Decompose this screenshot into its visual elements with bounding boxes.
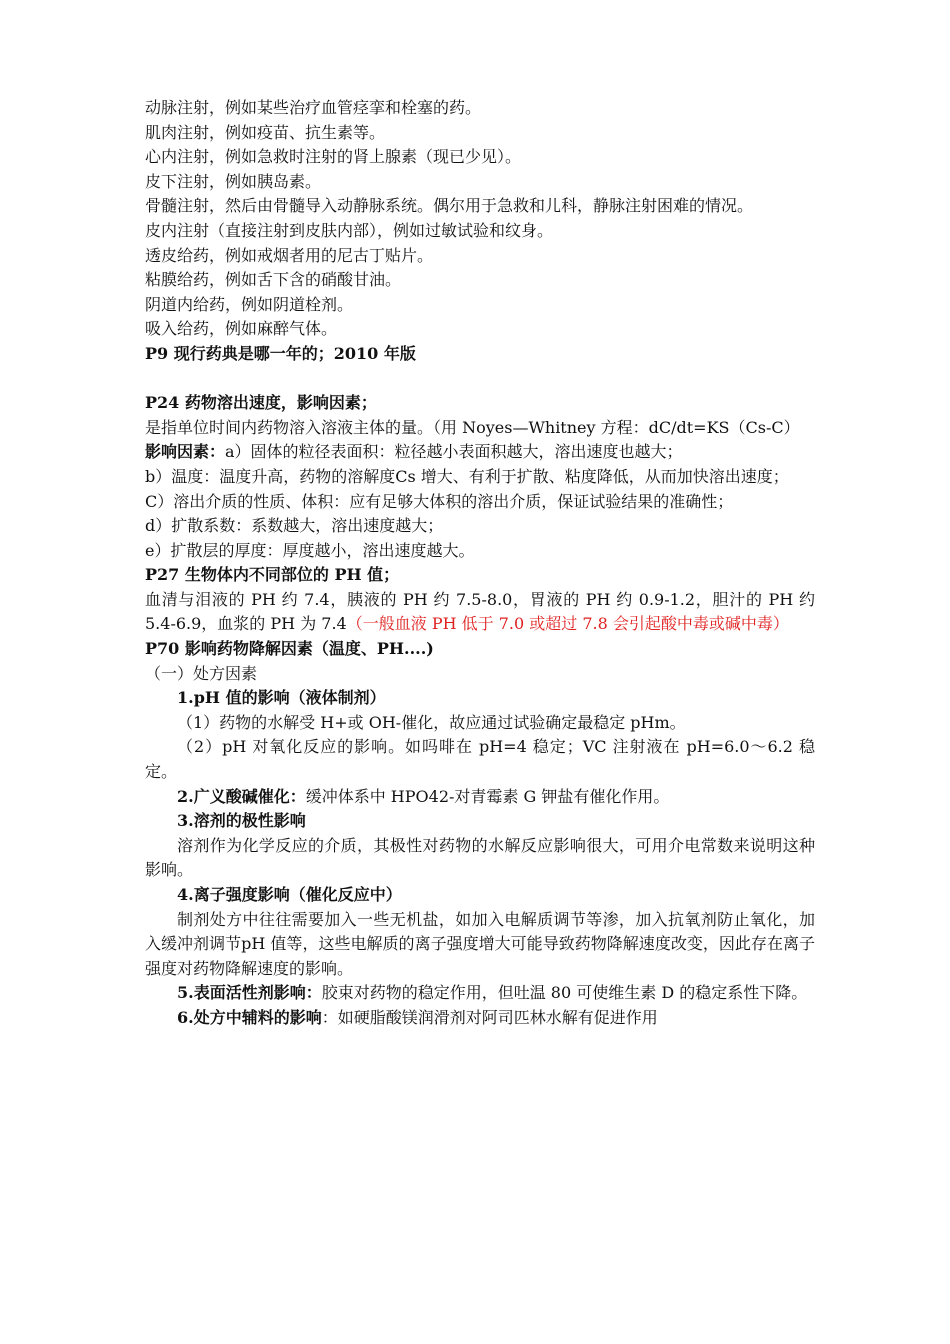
section-5-text: 胶束对药物的稳定作用，但吐温 80 可使维生素 D 的稳定系性下降。 [321,983,808,1003]
p70-subheading: （一）处方因素 [145,663,258,683]
route-line: 吸入给药，例如麻醉气体。 [145,319,338,339]
blank-line [145,367,815,392]
p24-factor-a [145,440,815,465]
p27-warning: （一般血液 PH 低于 7.0 或超过 7.8 会引起酸中毒或碱中毒） [346,614,789,634]
section-5-title: 5.表面活性剂影响： [177,983,322,1003]
section-1-item-1: （1）药物的水解受 H+或 OH-催化，故应通过试验确定最稳定 pHm。 [177,712,686,732]
route-line: 粘膜给药，例如舌下含的硝酸甘油。 [145,270,402,290]
document-page [145,96,815,1031]
factors-label: 影响因素： [145,442,226,462]
p24-factor-c: C）溶出介质的性质、体积：应有足够大体积的溶出介质，保证试验结果的准确性； [145,491,734,511]
route-line: 阴道内给药，例如阴道栓剂。 [145,294,354,314]
heading-p70: P70 影响药物降解因素（温度、PH....) [145,639,434,659]
route-line: 骨髓注射，然后由骨髓导入动静脉系统。偶尔用于急救和儿科，静脉注射困难的情况。 [145,196,754,216]
section-4-title: 4.离子强度影响（催化反应中） [177,885,402,904]
p24-factor-d: d）扩散系数：系数越大，溶出速度越大； [145,516,444,536]
section-6-title: 6.处方中辅料的影响 [177,1007,322,1027]
heading-p24: P24 药物溶出速度，影响因素； [145,393,377,413]
route-line: 皮下注射，例如胰岛素。 [145,171,322,191]
route-line: 肌肉注射，例如疫苗、抗生素等。 [145,122,386,142]
section-6 [145,1006,815,1031]
section-3-text: 溶剂作为化学反应的介质，其极性对药物的水解反应影响很大，可用介电常数来说明这种影响。 [145,835,815,880]
route-line: 皮内注射（直接注射到皮肤内部），例如过敏试验和纹身。 [145,220,554,240]
section-2-text: 缓冲体系中 HPO42-对青霉素 G 钾盐有催化作用。 [305,786,670,806]
section-3-title: 3.溶剂的极性影响 [177,811,306,831]
section-5 [145,981,815,1006]
route-line: 透皮给药，例如戒烟者用的尼古丁贴片。 [145,245,434,265]
p27-text: 血清与泪液的 PH 约 7.4，胰液的 PH 约 7.5-8.0，胃液的 PH 约 0.9-1.2，胆汁的 PH 约 5.4-6.9，血浆的 PH 为 7.4 [145,589,815,634]
section-1-item-2: （2）pH 对氧化反应的影响。如吗啡在 pH=4 稳定；VC 注射液在 pH=6.0～6.2 稳定。 [145,737,815,782]
section-1-title: 1.pH 值的影响（液体制剂） [177,688,386,708]
factor-a-text: a）固体的粒径表面积：粒径越小表面积越大，溶出速度也越大； [225,442,683,462]
p27-paragraph [145,588,815,637]
section-2-title: 2.广义酸碱催化： [177,786,306,806]
route-line: 动脉注射，例如某些治疗血管痉挛和栓塞的药。 [145,98,482,117]
heading-p27: P27 生物体内不同部位的 PH 值； [145,565,400,585]
section-2 [145,785,815,810]
p24-factor-b: b）温度：温度升高，药物的溶解度Cs 增大、有利于扩散、粘度降低，从而加快溶出速度； [145,466,789,486]
p24-factor-e: e）扩散层的厚度：厚度越小，溶出速度越大。 [145,540,475,560]
section-6-text: ：如硬脂酸镁润滑剂对阿司匹林水解有促进作用 [321,1007,658,1027]
section-4-text: 制剂处方中往往需要加入一些无机盐，如加入电解质调节等渗，加入抗氧剂防止氧化，加入缓冲剂调节pH 值等，这些电解质的离子强度增大可能导致药物降解速度改变，因此存在离子强度对药物降解速度的影响。 [145,909,815,978]
p24-definition: 是指单位时间内药物溶入溶液主体的量。（用 Noyes—Whitney 方程：dC/dt=KS（Cs-C） [145,417,800,437]
heading-p9: P9 现行药典是哪一年的；2010 年版 [145,343,416,363]
route-line: 心内注射，例如急救时注射的肾上腺素（现已少见）。 [145,147,522,167]
